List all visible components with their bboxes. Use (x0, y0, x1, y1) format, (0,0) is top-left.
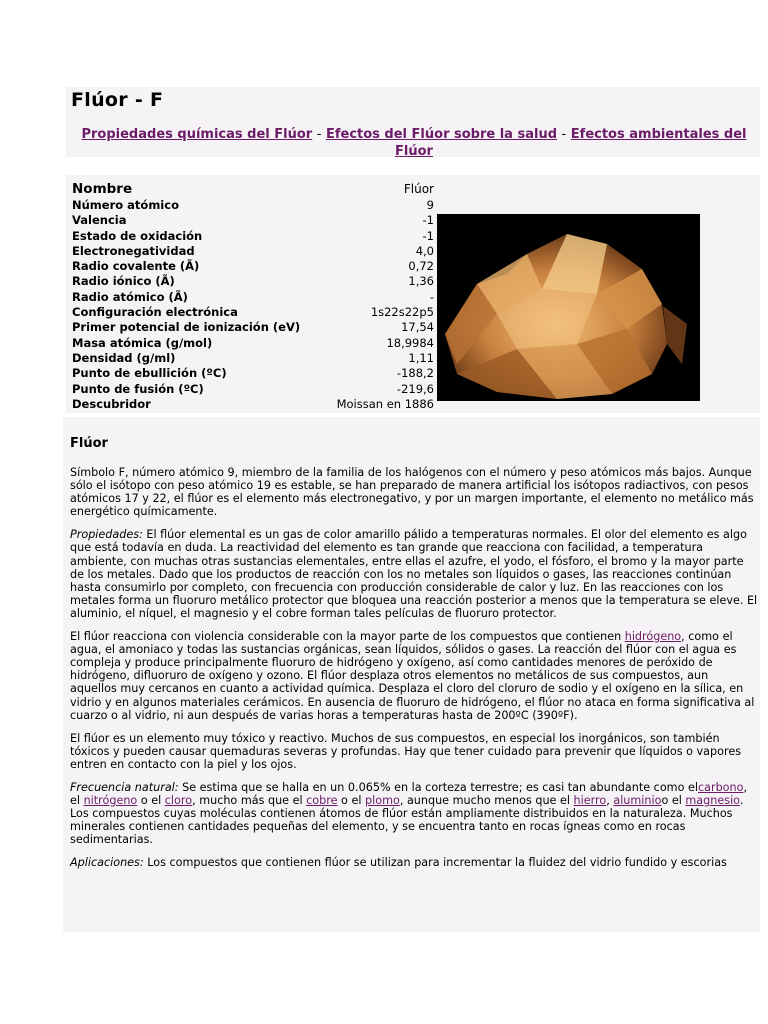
properties-table (72, 180, 434, 412)
paragraph-text: o el (137, 794, 165, 808)
property-row (72, 351, 434, 366)
fluorite-crystal-image (437, 214, 700, 401)
paragraph-text: Se estima que se halla en un 0.065% en la corteza terrestre; es casi tan abundante como el (178, 780, 698, 794)
paragraph-reactions (70, 630, 758, 722)
property-row (72, 305, 434, 320)
paragraph-text: . Los compuestos cuyas moléculas contienen átomos de flúor están ampliamente distribuidos en la naturaleza. Muchos minerales contienen cantidades pequeñas del elemento, y se encuentra tanto en rocas ígneas como en rocas sedimentarias. (70, 794, 744, 847)
link-cloro[interactable]: cloro (164, 794, 193, 808)
paragraph-text: , mucho más que el (192, 794, 307, 808)
property-label: Descubridor (72, 396, 151, 411)
property-label: Primer potencial de ionización (eV) (72, 320, 301, 335)
property-row (72, 397, 434, 412)
paragraph-intro: Símbolo F, número atómico 9, miembro de la familia de los halógenos con el número y peso atómicos más bajos. Aunque sólo el isótopo con peso atómico 19 es estable, se han preparado de manera artificial los isótopos radiactivos, con pesos atómicos 17 y 22, el flúor es el elemento más electronegativo, y por un margen importante, el elemento no metálico más energético químicamente. (70, 466, 754, 519)
paragraph-frequency (70, 781, 758, 846)
link-chemical-properties[interactable]: Propiedades químicas del Flúor (81, 127, 313, 142)
paragraph-text: , el (70, 780, 748, 808)
property-label: Punto de fusión (ºC) (72, 381, 204, 396)
property-value: 17,54 (401, 320, 434, 335)
paragraph-text: , como el agua, el amoniaco y todas las sustancias orgánicas, sean líquidos, sólidos o gases. La reacción del flúor con el agua es compleja y produce principalmente fluoruro de hidrógeno y oxígeno, así como cantidades menores de peróxido de hidrógeno, difluoruro de oxígeno y ozono. El flúor desplaza otros elementos no metálicos de sus compuestos, aun aquellos muy cercanos en cuanto a actividad química. Desplaza el cloro del cloruro de sodio y el oxígeno en la sílica, en vidrio y en algunos materiales cerámicos. En ausencia de fluoruro de hidrógeno, el flúor no ataca en forma significativa al cuarzo o al vidrio, ni aun después de varias horas a temperaturas hasta de 200ºC (390ºF). (70, 630, 755, 722)
property-label: Estado de oxidación (72, 228, 203, 243)
paragraph-applications (70, 856, 758, 869)
nav-separator: - (316, 127, 322, 142)
property-value: 1s22s22p5 (370, 305, 434, 320)
nav-links (74, 126, 754, 160)
paragraph-properties (70, 528, 758, 620)
paragraph-text: Los compuestos que contienen flúor se utilizan para incrementar la fluidez del vidrio fundido y escorias (143, 856, 727, 870)
property-value: 4,0 (415, 243, 434, 258)
property-row (72, 259, 434, 274)
link-health-effects[interactable]: Efectos del Flúor sobre la salud (325, 127, 558, 142)
property-value: -188,2 (396, 366, 434, 381)
paragraph-text: El flúor elemental es un gas de color amarillo pálido a temperaturas normales. El olor del elemento es algo que está todavía en duda. La reactividad del elemento es tan grande que reacciona con facilidad, a temperatura ambiente, con muchas otras sustancias elementales, entre ellas el azufre, el yodo, el fósforo, el bromo y la mayor parte de los metales. Dado que los productos de reacción con los no metales son líquidos o gases, las reacciones continúan hasta consumirlo por completo, con frecuencia con producción considerable de calor y luz. En las reacciones con los metales forma un fluoruro metálico protector que bloquea una reacción posterior a menos que la temperatura se eleve. El aluminio, el níquel, el magnesio y el cobre forman tales películas de fluoruro protector. (70, 528, 758, 620)
link-plomo[interactable]: plomo (365, 794, 400, 808)
paragraph-text: , aunque mucho menos que el (399, 794, 574, 808)
property-label: Densidad (g/ml) (72, 350, 176, 365)
link-hidrogeno[interactable]: hidrógeno (624, 630, 682, 644)
property-row (72, 213, 434, 228)
link-carbono[interactable]: carbono (697, 780, 744, 794)
paragraph-text: El flúor reacciona con violencia considerable con la mayor parte de los compuestos que contienen (70, 630, 625, 644)
property-row (72, 180, 434, 198)
paragraph-text: o el (337, 794, 366, 808)
property-label: Valencia (72, 213, 127, 228)
property-label: Electronegatividad (72, 243, 195, 258)
property-row (72, 274, 434, 289)
property-value: -219,6 (396, 381, 434, 396)
property-value: Moissan en 1886 (336, 396, 434, 411)
property-value: -1 (422, 228, 434, 243)
property-label: Radio iónico (Ã) (72, 274, 175, 289)
property-value: 1,36 (408, 274, 434, 289)
article-body (70, 466, 758, 880)
property-row (72, 290, 434, 305)
label-aplicaciones: Aplicaciones: (70, 856, 144, 870)
nav-separator: - (561, 127, 567, 142)
property-row (72, 366, 434, 381)
link-cobre[interactable]: cobre (306, 794, 338, 808)
property-row (72, 320, 434, 335)
property-value: Flúor (403, 182, 434, 196)
property-value: -1 (422, 213, 434, 228)
property-label: Radio atómico (Ã) (72, 289, 188, 304)
property-row (72, 336, 434, 351)
property-label: Punto de ebullición (ºC) (72, 366, 227, 381)
paragraph-text: , (606, 794, 614, 808)
link-magnesio[interactable]: magnesio (685, 794, 740, 808)
page-title: Flúor - F (71, 89, 164, 111)
link-aluminio[interactable]: aluminio (613, 794, 662, 808)
paragraph-toxicity: El flúor es un elemento muy tóxico y reactivo. Muchos de sus compuestos, en especial los inorgánicos, son también tóxicos y pueden causar quemaduras severas y profundas. Hay que tener cuidado para prevenir que líquidos o vapores entren en contacto con la piel y los ojos. (70, 731, 742, 771)
property-label: Radio covalente (Ã) (72, 259, 200, 274)
link-environmental-effects[interactable]: Efectos ambientales del Flúor (395, 127, 747, 159)
property-label: Masa atómica (g/mol) (72, 335, 213, 350)
property-row (72, 198, 434, 213)
property-label: Número atómico (72, 198, 179, 212)
property-value: 1,11 (408, 350, 434, 365)
fluorite-crystal-photo (437, 214, 700, 401)
property-value: 9 (426, 198, 434, 212)
property-row (72, 244, 434, 259)
property-row (72, 382, 434, 397)
link-hierro[interactable]: hierro (573, 794, 607, 808)
link-nitrogeno[interactable]: nitrógeno (83, 794, 138, 808)
property-row (72, 229, 434, 244)
paragraph-text: o el (661, 794, 686, 808)
label-frecuencia: Frecuencia natural: (70, 780, 179, 794)
property-label: Nombre (72, 181, 133, 197)
label-propiedades: Propiedades: (70, 528, 143, 542)
property-value: 18,9984 (386, 335, 434, 350)
property-value: - (429, 289, 434, 304)
property-value: 0,72 (408, 259, 434, 274)
property-label: Configuración electrónica (72, 305, 238, 320)
section-title: Flúor (70, 436, 108, 451)
